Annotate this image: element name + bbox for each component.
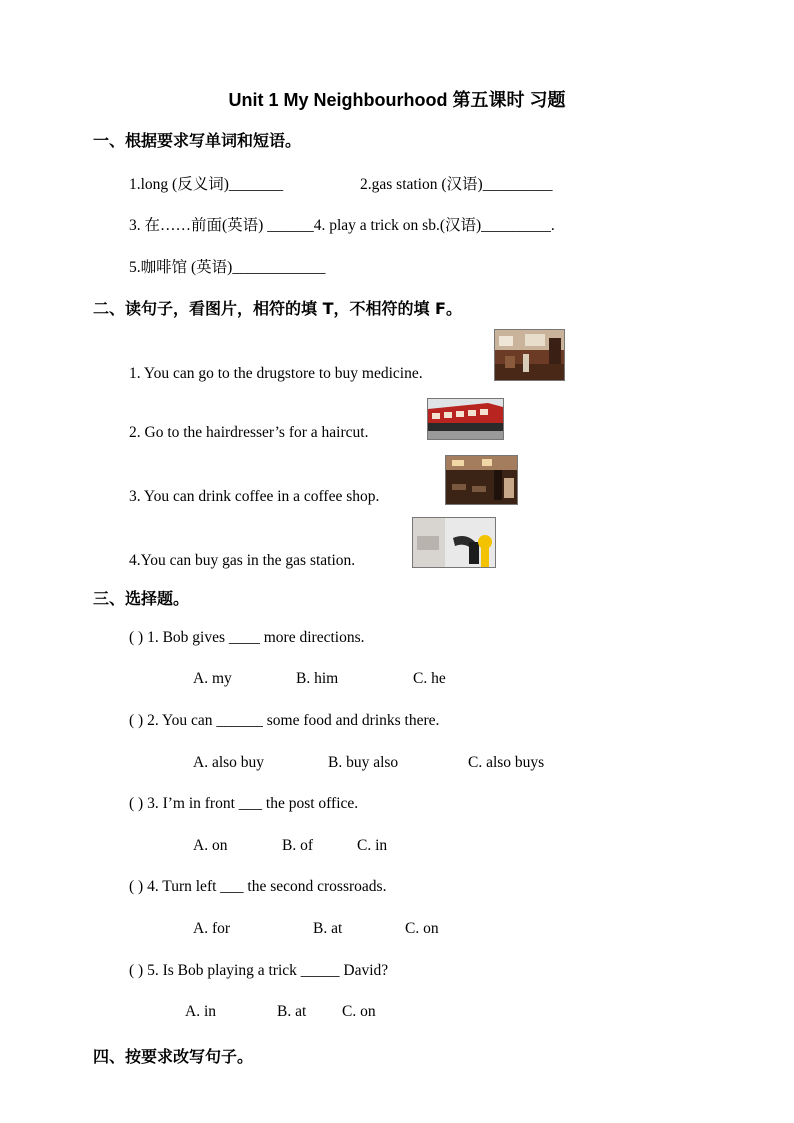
mc-question-2: ( ) 2. You can ______ some food and drinks there.	[129, 712, 440, 729]
part2-sentence-1: 1. You can go to the drugstore to buy medicine.	[129, 365, 423, 382]
part2-sentence-2: 2. Go to the hairdresser’s for a haircut.	[129, 424, 369, 441]
mc-q2-option-a: A. also buy	[193, 754, 265, 771]
mc-q4-option-c: C. on	[405, 920, 439, 937]
mc-q3-option-b: B. of	[282, 837, 313, 854]
mc-q4-option-a: A. for	[193, 920, 231, 937]
part1-question-1: 1.long (反义词)_______	[129, 176, 284, 193]
mc-question-4: ( ) 4. Turn left ___ the second crossroads.	[129, 878, 387, 895]
page-title: Unit 1 My Neighbourhood 第五课时 习题	[228, 90, 566, 110]
mc-q3-option-a: A. on	[193, 837, 228, 854]
section-heading-4: 四、按要求改写句子。	[93, 1047, 254, 1066]
hairdresser-photo	[427, 398, 504, 440]
mc-q2-option-b: B. buy also	[328, 754, 399, 771]
gas-station-photo	[412, 517, 496, 568]
part2-sentence-3: 3. You can drink coffee in a coffee shop.	[129, 488, 380, 505]
mc-q5-option-b: B. at	[277, 1003, 307, 1020]
mc-q4-option-b: B. at	[313, 920, 343, 937]
mc-q5-option-c: C. on	[342, 1003, 376, 1020]
section-heading-2: 二、读句子，看图片，相符的填 T，不相符的填 F。	[93, 299, 462, 318]
part1-question-5: 5.咖啡馆 (英语)____________	[129, 259, 326, 276]
mc-q5-option-a: A. in	[185, 1003, 216, 1020]
part1-question-3-4: 3. 在……前面(英语) ______4. play a trick on sb.(汉语)_________.	[129, 217, 555, 234]
mc-q1-option-b: B. him	[296, 670, 339, 687]
drugstore-photo	[494, 329, 565, 381]
part1-question-2: 2.gas station (汉语)_________	[360, 176, 553, 193]
mc-question-3: ( ) 3. I’m in front ___ the post office.	[129, 795, 359, 812]
mc-question-5: ( ) 5. Is Bob playing a trick _____ David?	[129, 962, 389, 979]
section-heading-1: 一、根据要求写单词和短语。	[93, 131, 302, 150]
mc-q1-option-a: A. my	[193, 670, 232, 687]
mc-q2-option-c: C. also buys	[468, 754, 545, 771]
mc-q3-option-c: C. in	[357, 837, 388, 854]
part2-sentence-4: 4.You can buy gas in the gas station.	[129, 552, 356, 569]
mc-q1-option-c: C. he	[413, 670, 446, 687]
section-heading-3: 三、选择题。	[93, 589, 190, 608]
coffee-shop-photo	[445, 455, 518, 505]
mc-question-1: ( ) 1. Bob gives ____ more directions.	[129, 629, 365, 646]
